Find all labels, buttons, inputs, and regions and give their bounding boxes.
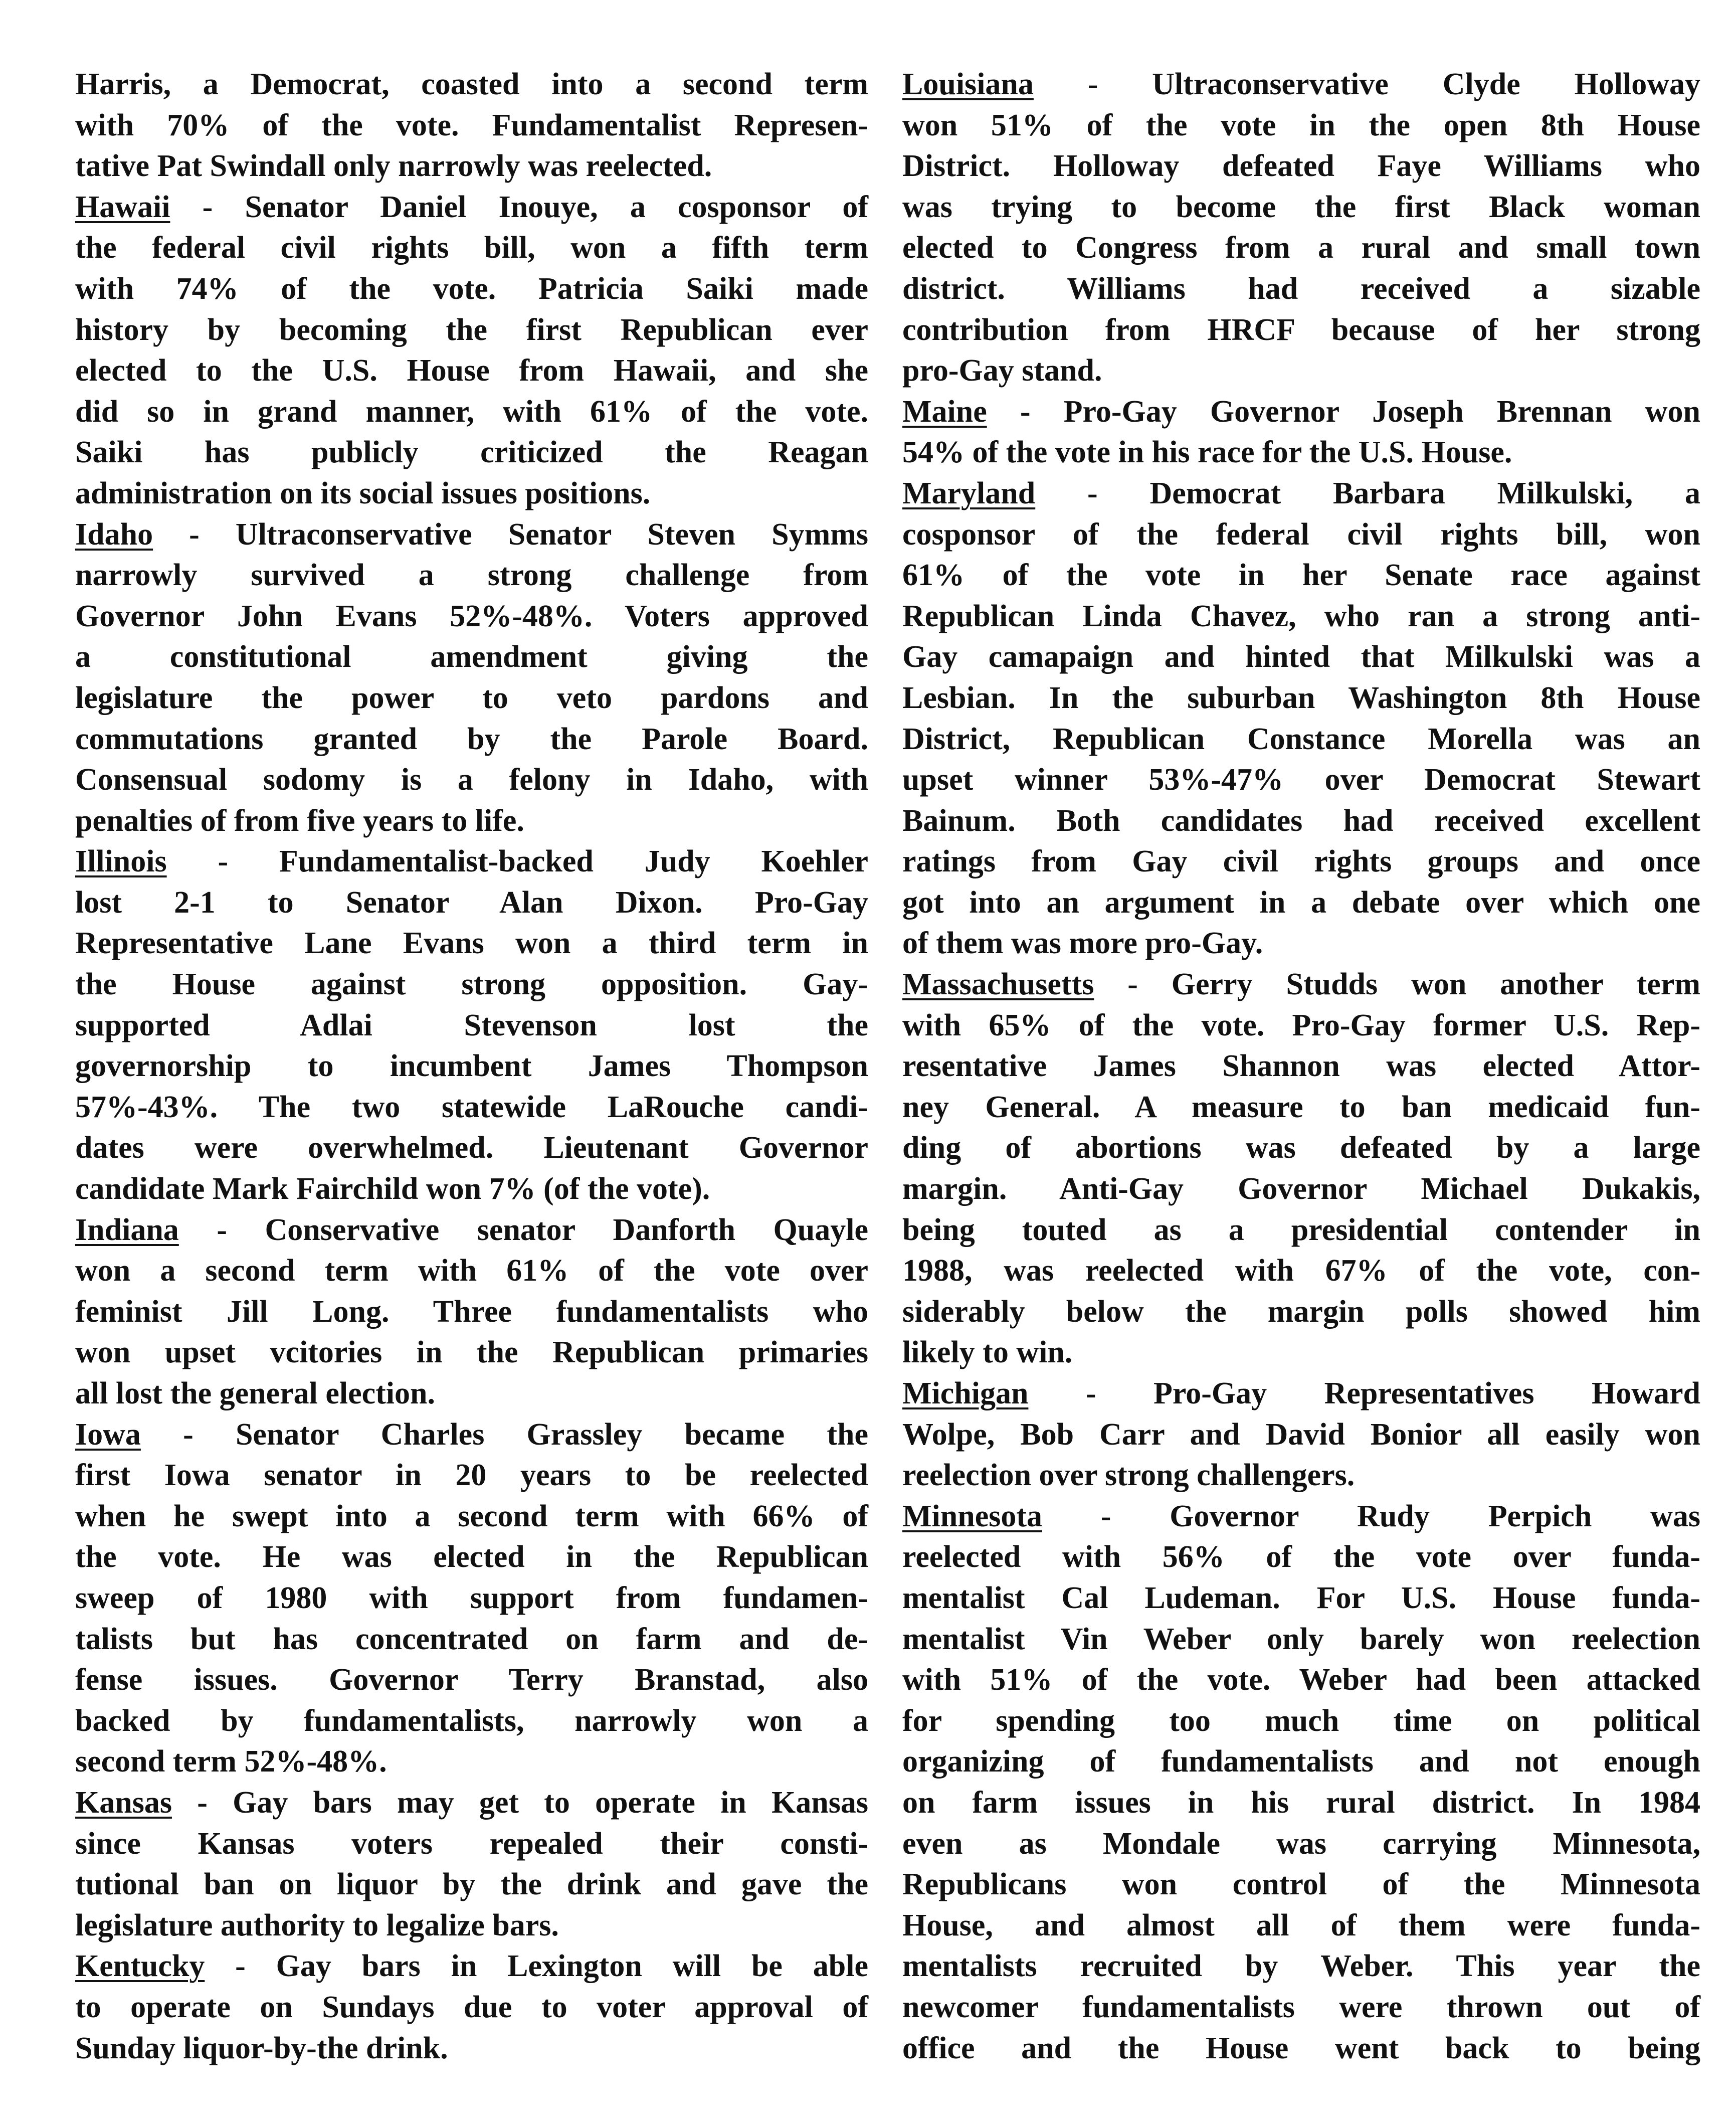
line-text: Sunday liquor-by-the drink. [75,2031,448,2065]
state-entry-maine [902,392,1700,473]
line-text: - Fundamentalist-backed Judy Koehler [166,844,868,879]
line-text: all lost the general election. [75,1376,435,1410]
state-heading: Idaho [75,517,153,552]
text-line [902,1046,1700,1087]
state-heading: Kansas [75,1785,172,1820]
line-text: Harris, a Democrat, coasted into a second term [75,67,868,101]
text-line [75,392,868,433]
text-line [902,1005,1700,1046]
line-text: sweep of 1980 with support from fundamen- [75,1580,868,1615]
state-heading: Minnesota [902,1499,1042,1533]
text-line [902,1741,1700,1783]
line-text: 1988, was reelected with 67% of the vote, con- [902,1254,1700,1288]
state-entry-hawaii [75,187,868,514]
line-text: second term 52%-48%. [75,1744,387,1779]
state-entry-massachusetts [902,964,1700,1373]
text-line [75,1087,868,1128]
text-line [902,392,1700,433]
text-line [75,1128,868,1169]
line-text: legislature the power to veto pardons and [75,680,868,715]
line-text: the vote. He was elected in the Republican [75,1540,868,1574]
state-entry-indiana [75,1210,868,1414]
line-text: on farm issues in his rural district. In 1984 [902,1785,1700,1820]
text-line [902,678,1700,719]
line-text: Representative Lane Evans won a third term in [75,926,868,961]
text-line [75,187,868,228]
text-line [902,1087,1700,1128]
text-line [75,146,868,187]
line-text: - Pro-Gay Governor Joseph Brennan won [987,394,1700,429]
line-text: pro-Gay stand. [902,353,1102,388]
text-line [75,1864,868,1905]
line-text: to operate on Sundays due to voter approval of [75,1990,868,2024]
left-column [75,64,868,2069]
line-text: narrowly survived a strong challenge from [75,558,868,593]
line-text: resentative James Shannon was elected Attor- [902,1049,1700,1084]
state-entry-louisiana [902,64,1700,392]
text-line [75,841,868,882]
text-line [75,1373,868,1414]
text-line [902,801,1700,842]
line-text: - Ultraconservative Clyde Holloway [1033,67,1700,101]
text-line [902,1332,1700,1373]
line-text: - Conservative senator Danforth Quayle [178,1212,868,1247]
text-line [75,310,868,351]
text-line [902,1864,1700,1905]
text-line [75,678,868,719]
text-line [75,1660,868,1701]
line-text: - Pro-Gay Representatives Howard [1028,1376,1700,1410]
text-line [902,432,1700,473]
line-text: - Senator Charles Grassley became the [140,1417,868,1452]
text-line [75,1741,868,1783]
line-text: ratings from Gay civil rights groups and once [902,844,1700,879]
line-text: District, Republican Constance Morella was an [902,722,1700,756]
text-line [75,269,868,310]
text-line [75,1005,868,1046]
line-text: office and the House went back to being [902,2031,1700,2065]
text-line [902,1292,1700,1333]
line-text: - Ultraconservative Senator Steven Symms [153,517,868,552]
text-line [902,1578,1700,1619]
text-line [75,1578,868,1619]
text-line [902,719,1700,760]
line-text: Governor John Evans 52%-48%. Voters approved [75,599,868,633]
line-text: talists but has concentrated on farm and de- [75,1622,868,1656]
state-entry-michigan [902,1373,1700,1496]
text-line [75,596,868,637]
text-line [902,1905,1700,1946]
text-line [902,1210,1700,1251]
state-entry-minnesota [902,1496,1700,2069]
line-text: legislature authority to legalize bars. [75,1908,559,1942]
line-text: 54% of the vote in his race for the U.S. House. [902,435,1512,470]
text-line [75,801,868,842]
line-text: with 51% of the vote. Weber had been attacked [902,1663,1700,1697]
line-text: ney General. A measure to ban medicaid fun- [902,1090,1700,1124]
line-text: 61% of the vote in her Senate race against [902,558,1700,593]
line-text: district. Williams had received a sizable [902,271,1700,306]
state-heading: Indiana [75,1212,179,1247]
text-line [902,1660,1700,1701]
text-line [75,1701,868,1742]
text-line [902,1455,1700,1496]
text-line [75,105,868,146]
line-text: Bainum. Both candidates had received excellent [902,803,1700,838]
text-line [75,719,868,760]
text-line [75,964,868,1005]
line-text: newcomer fundamentalists were thrown out of [902,1990,1700,2024]
line-text: Saiki has publicly criticized the Reagan [75,435,868,470]
state-entry-kentucky [75,1946,868,2069]
text-line [75,1946,868,1987]
line-text: - Gerry Studds won another term [1094,967,1700,1002]
line-text: of them was more pro-Gay. [902,926,1263,961]
text-line [902,1251,1700,1292]
state-heading: Massachusetts [902,967,1094,1002]
line-text: backed by fundamentalists, narrowly won a [75,1703,868,1738]
line-text: - Democrat Barbara Milkulski, a [1035,476,1700,510]
line-text: elected to Congress from a rural and small town [902,231,1700,265]
state-heading: Michigan [902,1376,1029,1410]
text-line [902,841,1700,882]
line-text: - Gay bars in Lexington will be able [205,1949,868,1984]
line-text: the federal civil rights bill, won a fifth term [75,231,868,265]
line-text: governorship to incumbent James Thompson [75,1049,868,1084]
line-text: for spending too much time on political [902,1703,1700,1738]
line-text: commutations granted by the Parole Board. [75,722,868,756]
text-line [902,146,1700,187]
line-text: Consensual sodomy is a felony in Idaho, with [75,763,868,797]
line-text: fense issues. Governor Terry Branstad, also [75,1663,868,1697]
text-line [902,1987,1700,2028]
text-line [902,514,1700,556]
line-text: reelected with 56% of the vote over funda- [902,1540,1700,1574]
line-text: supported Adlai Stevenson lost the [75,1008,868,1042]
text-line [75,1987,868,2028]
text-line [75,1169,868,1210]
text-line [902,1414,1700,1456]
text-line [75,473,868,514]
state-entry-iowa [75,1414,868,1783]
line-text: tutional ban on liquor by the drink and gave the [75,1867,868,1902]
text-line [75,228,868,269]
text-line [902,105,1700,146]
line-text: siderably below the margin polls showed him [902,1294,1700,1329]
text-line [902,1824,1700,1865]
line-text: Lesbian. In the suburban Washington 8th House [902,680,1700,715]
line-text: Republican Linda Chavez, who ran a strong anti- [902,599,1700,633]
text-line [902,1619,1700,1660]
text-line [75,1046,868,1087]
text-line [902,555,1700,596]
text-line [902,1701,1700,1742]
text-line [75,1210,868,1251]
text-line [902,882,1700,924]
line-text: 57%-43%. The two statewide LaRouche candi- [75,1090,868,1124]
line-text: did so in grand manner, with 61% of the vote. [75,394,868,429]
state-entry-illinois [75,841,868,1209]
line-text: administration on its social issues positions. [75,476,651,510]
line-text: history by becoming the first Republican ever [75,312,868,347]
text-line [902,473,1700,514]
line-text: District. Holloway defeated Faye Williams who [902,149,1700,184]
text-line [902,64,1700,105]
text-line [902,1783,1700,1824]
text-line [75,64,868,105]
continued-paragraph [75,64,868,187]
state-heading: Hawaii [75,190,170,224]
line-text: dates were overwhelmed. Lieutenant Governor [75,1131,868,1165]
state-heading: Illinois [75,844,167,879]
line-text: with 65% of the vote. Pro-Gay former U.S. Rep- [902,1008,1700,1042]
line-text: got into an argument in a debate over which one [902,885,1700,920]
text-line [902,637,1700,678]
text-line [75,432,868,473]
line-text: even as Mondale was carrying Minnesota, [902,1826,1700,1861]
line-text: feminist Jill Long. Three fundamentalists who [75,1294,868,1329]
line-text: with 70% of the vote. Fundamentalist Represen- [75,108,868,142]
line-text: Wolpe, Bob Carr and David Bonior all easily won [902,1417,1700,1452]
line-text: when he swept into a second term with 66% of [75,1499,868,1533]
text-line [75,1905,868,1946]
line-text: won 51% of the vote in the open 8th House [902,108,1700,142]
line-text: mentalists recruited by Weber. This year the [902,1949,1700,1984]
line-text: - Senator Daniel Inouye, a cosponsor of [170,190,868,224]
text-line [75,1332,868,1373]
text-line [75,1292,868,1333]
line-text: likely to win. [902,1335,1073,1370]
text-line [902,1169,1700,1210]
line-text: was trying to become the first Black woman [902,190,1700,224]
line-text: candidate Mark Fairchild won 7% (of the vote). [75,1172,710,1206]
line-text: tative Pat Swindall only narrowly was reelected. [75,149,712,184]
text-line [75,1496,868,1537]
text-line [902,269,1700,310]
line-text: mentalist Vin Weber only barely won reelection [902,1622,1700,1656]
state-entry-kansas [75,1783,868,1946]
line-text: since Kansas voters repealed their consti- [75,1826,868,1861]
state-entry-idaho [75,514,868,842]
text-line [75,760,868,801]
state-heading: Iowa [75,1417,141,1452]
text-line [75,923,868,964]
text-line [75,555,868,596]
text-line [902,964,1700,1005]
text-line [902,187,1700,228]
line-text: first Iowa senator in 20 years to be reelected [75,1458,868,1493]
text-line [902,1373,1700,1414]
text-line [902,923,1700,964]
text-line [902,1537,1700,1578]
line-text: being touted as a presidential contender in [902,1212,1700,1247]
line-text: - Governor Rudy Perpich was [1042,1499,1700,1533]
line-text: House, and almost all of them were funda- [902,1908,1700,1942]
line-text: contribution from HRCF because of her strong [902,312,1700,347]
text-line [75,1537,868,1578]
text-line [75,514,868,556]
line-text: upset winner 53%-47% over Democrat Stewart [902,763,1700,797]
state-entry-maryland [902,473,1700,964]
line-text: elected to the U.S. House from Hawaii, and she [75,353,868,388]
text-line [902,1496,1700,1537]
text-line [75,1619,868,1660]
state-heading: Kentucky [75,1949,205,1984]
line-text: won a second term with 61% of the vote over [75,1254,868,1288]
text-line [75,1414,868,1456]
right-column [902,64,1700,2069]
text-line [902,596,1700,637]
line-text: reelection over strong challengers. [902,1458,1355,1493]
state-heading: Louisiana [902,67,1034,101]
line-text: organizing of fundamentalists and not enough [902,1744,1700,1779]
text-line [902,310,1700,351]
state-heading: Maine [902,394,987,429]
text-line [902,760,1700,801]
line-text: with 74% of the vote. Patricia Saiki made [75,271,868,306]
text-line [75,1783,868,1824]
line-text: lost 2-1 to Senator Alan Dixon. Pro-Gay [75,885,868,920]
text-line [902,1946,1700,1987]
text-line [902,2028,1700,2069]
text-line [902,228,1700,269]
line-text: penalties of from five years to life. [75,803,524,838]
state-heading: Maryland [902,476,1036,510]
line-text: won upset vcitories in the Republican primaries [75,1335,868,1370]
text-line [75,1824,868,1865]
text-line [902,1128,1700,1169]
line-text: the House against strong opposition. Gay- [75,967,868,1002]
line-text: mentalist Cal Ludeman. For U.S. House funda- [902,1580,1700,1615]
line-text: a constitutional amendment giving the [75,640,868,674]
text-line [75,1455,868,1496]
text-line [75,350,868,392]
line-text: ding of abortions was defeated by a large [902,1131,1700,1165]
text-line [902,350,1700,392]
line-text: Gay camapaign and hinted that Milkulski was a [902,640,1700,674]
line-text: cosponsor of the federal civil rights bill, won [902,517,1700,552]
line-text: - Gay bars may get to operate in Kansas [171,1785,868,1820]
text-line [75,1251,868,1292]
text-line [75,2028,868,2069]
text-line [75,637,868,678]
text-line [75,882,868,924]
line-text: Republicans won control of the Minnesota [902,1867,1700,1902]
line-text: margin. Anti-Gay Governor Michael Dukakis, [902,1172,1700,1206]
